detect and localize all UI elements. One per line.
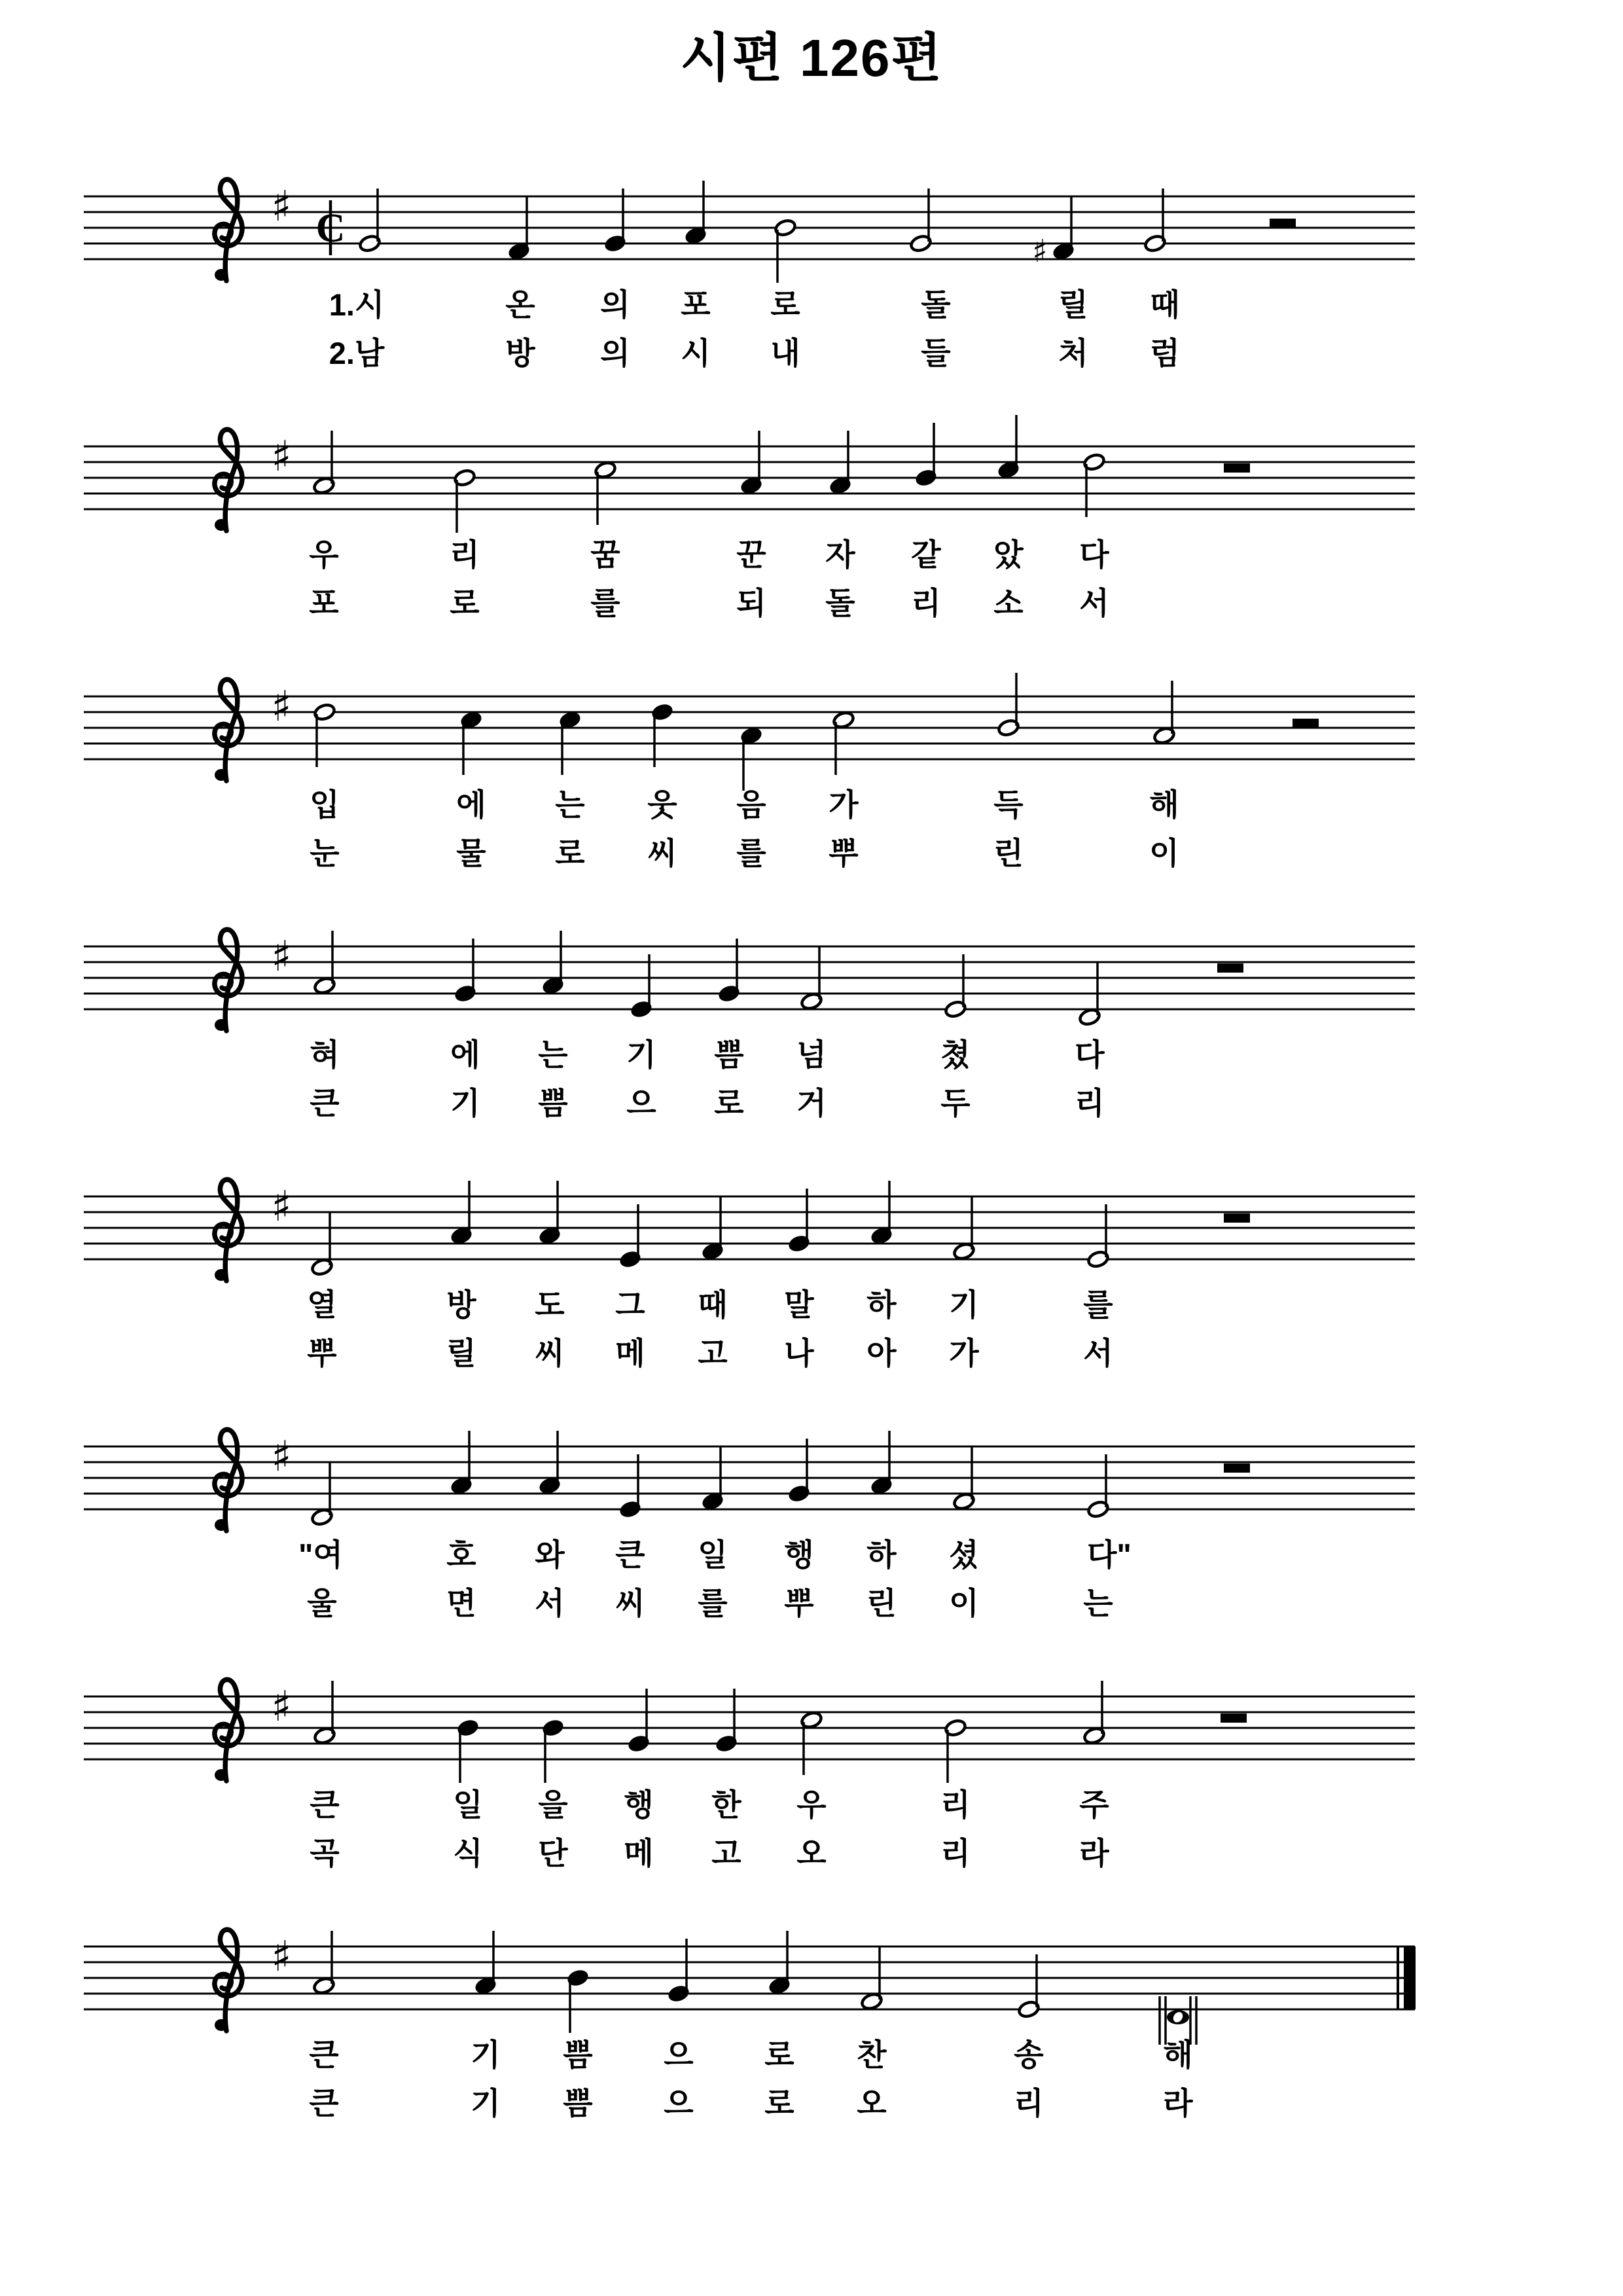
lyric-syllable-v1: 가 <box>829 787 859 822</box>
lyric-syllable-v2: 쁨 <box>563 2086 593 2121</box>
lyric-syllable-v2: 쁨 <box>538 1086 568 1121</box>
lyric-syllable-v2: 서 <box>535 1586 565 1621</box>
lyric-syllable-v1: 음 <box>736 787 766 822</box>
treble-clef-icon <box>215 179 242 281</box>
lyric-syllable-v1: 우 <box>796 1787 827 1822</box>
lyric-syllable-v1: 기 <box>949 1287 979 1322</box>
lyric-syllable-v2: 소 <box>993 586 1024 620</box>
key-signature-sharp: ♯ <box>271 1683 292 1731</box>
final-thick-barline <box>1404 1946 1416 2009</box>
lyric-syllable-v1: 다 <box>1075 1037 1105 1072</box>
lyric-syllable-v1: 하 <box>866 1287 897 1322</box>
lyric-syllable-v1: 온 <box>505 287 535 322</box>
lyric-syllable-v2: 라 <box>1079 1836 1109 1871</box>
half-rest <box>1224 1463 1250 1473</box>
lyric-syllable-v1: 로 <box>770 287 800 322</box>
lyric-syllable-v2: 씨 <box>647 836 677 870</box>
lyric-syllable-v1: 큰 <box>309 2037 339 2072</box>
lyric-syllable-v1: 는 <box>538 1037 568 1072</box>
lyric-syllable-v2: 서 <box>1083 1336 1113 1371</box>
lyric-syllable-v2: 돌 <box>825 586 855 620</box>
staff-2 <box>84 415 1415 533</box>
lyric-syllable-v2: 리 <box>1075 1086 1105 1121</box>
treble-clef-icon <box>215 1679 242 1781</box>
lyric-syllable-v2: 이 <box>1149 836 1179 870</box>
lyric-syllable-v1: 주 <box>1079 1787 1109 1822</box>
lyric-syllable-v2: 거 <box>796 1086 827 1121</box>
lyric-syllable-v1: 큰 <box>615 1537 645 1572</box>
lyric-syllable-v2: 되 <box>736 586 766 620</box>
lyric-syllable-v1: 방 <box>446 1287 476 1322</box>
lyric-syllable-v1: 릴 <box>1058 287 1088 322</box>
lyric-syllable-v1: 같 <box>911 537 941 572</box>
lyric-syllable-v1: 송 <box>1014 2037 1044 2072</box>
lyric-syllable-v1: 다 <box>1079 537 1109 572</box>
lyric-syllable-v2: 단 <box>538 1836 568 1871</box>
lyric-syllable-v1: 해 <box>1163 2037 1193 2072</box>
key-signature-sharp: ♯ <box>271 933 292 981</box>
staff-3 <box>84 673 1415 791</box>
staff-7 <box>84 1679 1415 1783</box>
lyric-syllable-v2: 눈 <box>310 836 340 870</box>
lyric-syllable-v1: 으 <box>664 2037 694 2072</box>
lyric-syllable-v2: 면 <box>446 1586 476 1621</box>
lyric-syllable-v2: 리 <box>1014 2086 1044 2121</box>
lyric-syllable-v2: 기 <box>471 2086 501 2121</box>
sharp-accidental: ♯ <box>1032 233 1048 270</box>
lyric-syllable-v2: 리 <box>911 586 941 620</box>
lyric-syllable-v1: 와 <box>535 1537 565 1572</box>
lyric-syllable-v1: 았 <box>993 537 1024 572</box>
lyric-syllable-v2: 릴 <box>446 1336 476 1371</box>
lyric-syllable-v1: 쳤 <box>940 1037 971 1072</box>
lyric-syllable-v1: 때 <box>698 1287 728 1322</box>
lyric-syllable-v2: 메 <box>615 1336 645 1371</box>
lyric-syllable-v1: 꿈 <box>590 537 620 572</box>
lyric-syllable-v1: "여 <box>298 1537 343 1572</box>
lyric-syllable-v1: 일 <box>698 1537 728 1572</box>
lyric-syllable-v2: 가 <box>949 1336 979 1371</box>
staff-8 <box>84 1929 1416 2045</box>
lyric-syllable-v1: 는 <box>555 787 585 822</box>
lyric-syllable-v1: 해 <box>1149 787 1179 822</box>
half-rest <box>1293 719 1319 728</box>
lyric-syllable-v2: 리 <box>940 1836 971 1871</box>
lyric-syllable-v2: 으 <box>626 1086 656 1121</box>
lyric-syllable-v2: 으 <box>664 2086 694 2121</box>
lyric-syllable-v1: 때 <box>1150 287 1180 322</box>
lyric-syllable-v1: 큰 <box>310 1787 340 1822</box>
treble-clef-icon <box>215 929 242 1031</box>
lyric-syllable-v2: 물 <box>456 836 486 870</box>
lyric-syllable-v2: 린 <box>866 1586 897 1621</box>
half-rest <box>1270 219 1296 228</box>
lyric-syllable-v1: 다" <box>1087 1537 1132 1572</box>
lyric-syllable-v2: 방 <box>505 336 535 370</box>
staff-1 <box>84 179 1415 283</box>
lyric-syllable-v2: 는 <box>1083 1586 1113 1621</box>
lyric-syllable-v2: 처 <box>1058 336 1088 370</box>
treble-clef-icon <box>215 429 242 531</box>
lyric-syllable-v1: 꾼 <box>736 537 766 572</box>
lyric-syllable-v2: 들 <box>921 336 951 370</box>
lyric-syllable-v1: 열 <box>307 1287 337 1322</box>
lyric-syllable-v1: 한 <box>711 1787 741 1822</box>
key-signature-sharp: ♯ <box>271 1183 292 1231</box>
lyric-syllable-v2: 를 <box>698 1586 728 1621</box>
lyric-syllable-v2: 를 <box>736 836 766 870</box>
lyric-syllable-v2: 라 <box>1163 2086 1193 2121</box>
lyric-syllable-v1: 넘 <box>796 1037 827 1072</box>
staff-5 <box>84 1179 1415 1281</box>
lyric-syllable-v1: 리 <box>450 537 480 572</box>
lyric-syllable-v2: 오 <box>857 2086 887 2121</box>
lyric-syllable-v2: 메 <box>624 1836 654 1871</box>
lyric-syllable-v1: 입 <box>310 787 340 822</box>
lyric-syllable-v2: 식 <box>453 1836 483 1871</box>
lyric-syllable-v1: 에 <box>450 1037 480 1072</box>
lyric-syllable-v2: 나 <box>784 1336 814 1371</box>
lyric-syllable-v1: 혀 <box>310 1037 340 1072</box>
lyric-syllable-v1: 호 <box>446 1537 476 1572</box>
lyric-syllable-v2: 서 <box>1079 586 1109 620</box>
lyric-syllable-v1: 포 <box>681 287 711 322</box>
lyric-syllable-v1: 로 <box>764 2037 794 2072</box>
lyric-syllable-v2: 포 <box>309 586 339 620</box>
lyric-syllable-v1: 의 <box>600 287 630 322</box>
lyric-syllable-v2: 내 <box>770 336 800 370</box>
lyric-syllable-v2: 아 <box>866 1336 897 1371</box>
lyric-syllable-v1: 자 <box>825 537 855 572</box>
half-rest <box>1221 1713 1247 1723</box>
key-signature-sharp: ♯ <box>271 183 292 231</box>
lyric-syllable-v2: 곡 <box>310 1836 340 1871</box>
lyric-syllable-v1: 을 <box>538 1787 568 1822</box>
lyric-syllable-v1: 쁨 <box>714 1037 744 1072</box>
lyric-syllable-v1: 그 <box>615 1287 645 1322</box>
staff-4 <box>84 929 1415 1031</box>
lyric-syllable-v2: 울 <box>307 1586 337 1621</box>
lyric-syllable-v1: 행 <box>624 1787 654 1822</box>
lyric-syllable-v2: 로 <box>450 586 480 620</box>
half-rest <box>1224 463 1250 473</box>
lyric-syllable-v2: 뿌 <box>307 1336 337 1371</box>
lyric-syllable-v1: 1.시 <box>329 287 385 322</box>
treble-clef-icon <box>215 1929 242 2031</box>
lyric-syllable-v2: 기 <box>450 1086 480 1121</box>
lyric-syllable-v1: 행 <box>784 1537 814 1572</box>
lyric-syllable-v1: 셨 <box>949 1537 979 1572</box>
treble-clef-icon <box>215 1429 242 1531</box>
key-signature-sharp: ♯ <box>271 433 292 481</box>
lyric-syllable-v2: 로 <box>714 1086 744 1121</box>
lyric-syllable-v2: 고 <box>698 1336 728 1371</box>
lyric-syllable-v2: 뿌 <box>784 1586 814 1621</box>
lyric-syllable-v1: 에 <box>456 787 486 822</box>
lyric-syllable-v2: 2.남 <box>329 336 385 370</box>
key-signature-sharp: ♯ <box>271 1933 292 1981</box>
lyric-syllable-v2: 를 <box>590 586 620 620</box>
lyric-syllable-v1: 찬 <box>857 2037 887 2072</box>
lyric-syllable-v2: 뿌 <box>829 836 859 870</box>
lyric-syllable-v2: 이 <box>949 1586 979 1621</box>
lyric-syllable-v1: 쁨 <box>563 2037 593 2072</box>
lyric-syllable-v1: 돌 <box>921 287 951 322</box>
lyric-syllable-v1: 리 <box>940 1787 971 1822</box>
lyric-syllable-v2: 린 <box>993 836 1024 870</box>
time-signature-cut: C <box>315 206 346 251</box>
page-title: 시편 126편 <box>680 29 943 87</box>
treble-clef-icon <box>215 679 242 781</box>
key-signature-sharp: ♯ <box>271 683 292 731</box>
lyric-syllable-v2: 큰 <box>310 1086 340 1121</box>
treble-clef-icon <box>215 1179 242 1281</box>
lyric-syllable-v1: 웃 <box>647 787 677 822</box>
staff-6 <box>84 1429 1415 1531</box>
lyric-syllable-v2: 큰 <box>309 2086 339 2121</box>
lyric-syllable-v2: 고 <box>711 1836 741 1871</box>
lyric-syllable-v2: 씨 <box>535 1336 565 1371</box>
lyric-syllable-v1: 득 <box>993 787 1024 822</box>
lyric-syllable-v1: 하 <box>866 1537 897 1572</box>
lyric-syllable-v1: 우 <box>309 537 339 572</box>
lyric-syllable-v2: 로 <box>764 2086 794 2121</box>
lyric-syllable-v1: 를 <box>1083 1287 1113 1322</box>
half-rest <box>1224 1213 1250 1223</box>
lyric-syllable-v1: 기 <box>471 2037 501 2072</box>
lyric-syllable-v2: 의 <box>600 336 630 370</box>
lyric-syllable-v2: 로 <box>555 836 585 870</box>
lyric-syllable-v1: 도 <box>535 1287 565 1322</box>
lyric-syllable-v2: 럼 <box>1150 336 1180 370</box>
lyric-syllable-v1: 기 <box>626 1037 656 1072</box>
lyric-syllable-v2: 시 <box>681 336 711 370</box>
lyric-syllable-v2: 오 <box>796 1836 827 1871</box>
lyric-syllable-v2: 두 <box>940 1086 971 1121</box>
lyric-syllable-v2: 씨 <box>615 1586 645 1621</box>
half-rest <box>1217 963 1243 973</box>
key-signature-sharp: ♯ <box>271 1433 292 1481</box>
lyric-syllable-v1: 일 <box>453 1787 483 1822</box>
lyric-syllable-v1: 말 <box>784 1287 814 1322</box>
